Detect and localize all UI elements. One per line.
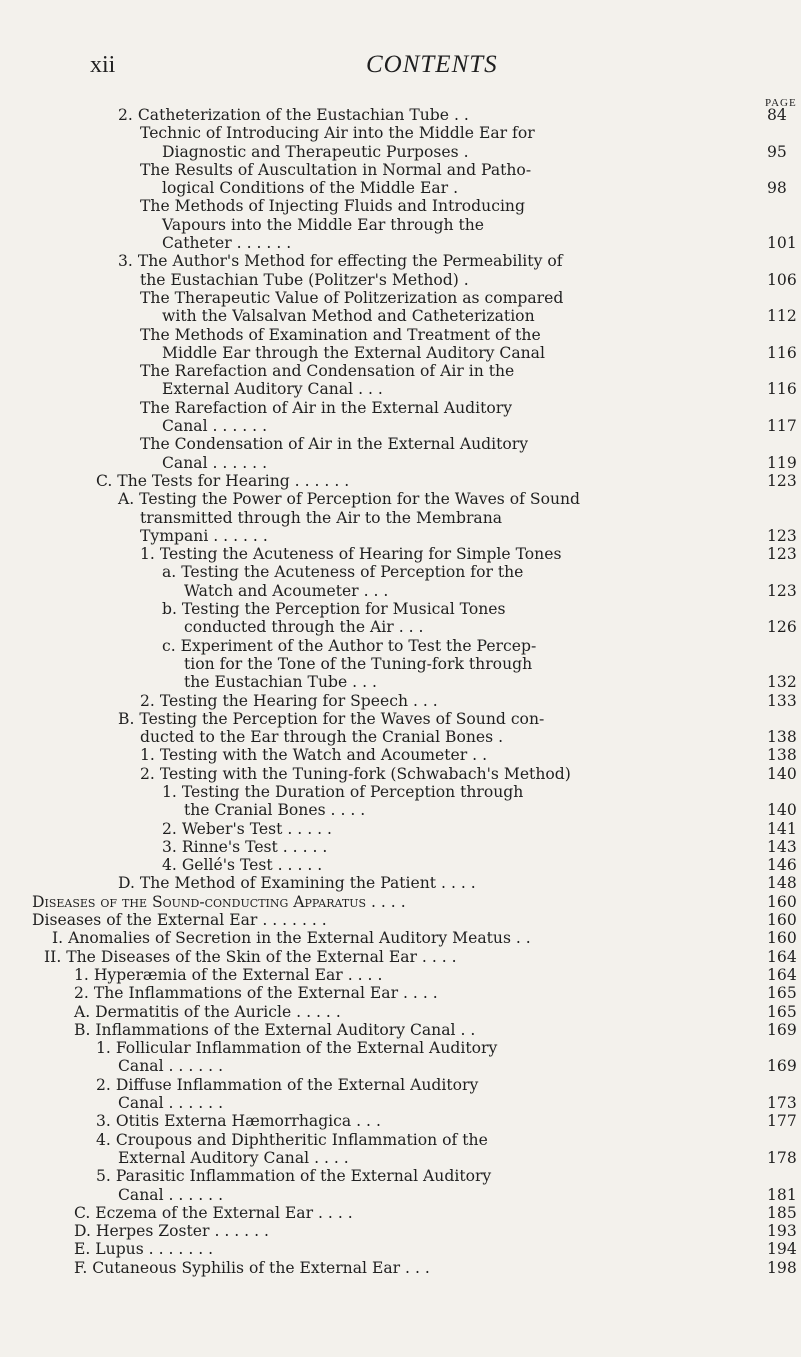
toc-entry-title: 1. Testing the Duration of Perception through	[162, 782, 524, 801]
toc-entry	[0, 710, 801, 728]
toc-entry	[0, 966, 801, 984]
toc-entry-title: 2. The Inflammations of the External Ear . . . .	[74, 984, 438, 1003]
toc-entry-title: A. Testing the Power of Perception for the Waves of Sound	[118, 490, 581, 509]
toc-entry	[0, 1112, 801, 1130]
toc-entry	[0, 161, 801, 179]
toc-entry-page: 146	[767, 856, 797, 875]
page-column-label: PAGE	[765, 97, 797, 109]
toc-entry	[0, 435, 801, 453]
toc-entry-page: 193	[767, 1222, 797, 1241]
toc-entry-page: 169	[767, 1020, 797, 1039]
toc-entry-page: 101	[767, 234, 797, 253]
toc-entry-page: 141	[767, 819, 797, 838]
toc-entry-title: E. Lupus . . . . . . .	[74, 1240, 214, 1259]
toc-entry-page: 181	[767, 1185, 797, 1204]
toc-entry-title: 4. Gellé's Test . . . . .	[162, 856, 323, 875]
toc-entry-page: 116	[767, 343, 797, 362]
toc-entry	[0, 673, 801, 691]
toc-entry	[0, 911, 801, 929]
toc-entry	[0, 618, 801, 636]
toc-entry-title: Canal . . . . . .	[162, 453, 268, 472]
toc-entry-page: 106	[767, 270, 797, 289]
toc-entry-title: a. Testing the Acuteness of Perception for the	[162, 563, 524, 582]
toc-entry-page: 165	[767, 1002, 797, 1021]
toc-entry-title: 3. Rinne's Test . . . . .	[162, 837, 328, 856]
toc-entry-title: 1. Hyperæmia of the External Ear . . . .	[74, 965, 383, 984]
toc-entry-title: 2. Catheterization of the Eustachian Tube . .	[118, 106, 469, 124]
toc-entry-page: 117	[767, 417, 797, 436]
toc-entry	[0, 472, 801, 490]
toc-entry	[0, 820, 801, 838]
toc-entry	[0, 1204, 801, 1222]
toc-entry-page: 194	[767, 1240, 797, 1259]
toc-entry-page: 173	[767, 1094, 797, 1113]
toc-entry	[0, 380, 801, 398]
toc-entry-title: Diagnostic and Therapeutic Purposes .	[162, 142, 469, 161]
page-title: CONTENTS	[366, 51, 498, 78]
toc-entry-title: B. Testing the Perception for the Waves of Sound con-	[118, 709, 545, 728]
toc-entry	[0, 582, 801, 600]
toc-entry	[0, 362, 801, 380]
toc-entry-title: A. Dermatitis of the Auricle . . . . .	[74, 1002, 341, 1021]
toc-entry	[0, 399, 801, 417]
toc-entry	[0, 563, 801, 581]
toc-entry-title: 4. Croupous and Diphtheritic Inflammation of the	[96, 1130, 488, 1149]
toc-entry-page: 138	[767, 728, 797, 747]
toc-entry-title: Canal . . . . . .	[118, 1057, 224, 1076]
toc-entry-title: Diseases of the External Ear . . . . . . .	[32, 911, 327, 930]
toc-entry	[0, 1003, 801, 1021]
toc-entry-page: 160	[767, 911, 797, 930]
toc-entry-title: b. Testing the Perception for Musical Tones	[162, 600, 506, 619]
toc-entry	[0, 728, 801, 746]
toc-entry	[0, 874, 801, 892]
toc-entry-title: 2. Testing the Hearing for Speech . . .	[140, 691, 438, 710]
toc-entry-title: D. The Method of Examining the Patient . . . .	[118, 874, 476, 893]
toc-entry-title: II. The Diseases of the Skin of the External Ear . . . .	[44, 947, 457, 966]
toc-entry-page: 160	[767, 892, 797, 911]
toc-entry-title: The Methods of Examination and Treatment of the	[140, 325, 541, 344]
toc-entry	[0, 801, 801, 819]
toc-entry-title: I. Anomalies of Secretion in the External Auditory Meatus . .	[52, 929, 531, 948]
toc-entry-page: 140	[767, 801, 797, 820]
toc-entry-title: The Results of Auscultation in Normal and Patho-	[140, 160, 532, 179]
toc-entry-page: 198	[767, 1258, 797, 1277]
table-of-contents	[0, 106, 801, 1277]
toc-entry	[0, 179, 801, 197]
toc-entry-page: 164	[767, 947, 797, 966]
toc-entry-page: 126	[767, 618, 797, 637]
toc-entry	[0, 655, 801, 673]
toc-entry	[0, 124, 801, 142]
toc-entry-title: with the Valsalvan Method and Catheterization	[162, 307, 535, 326]
toc-entry	[0, 509, 801, 527]
toc-entry-title: The Rarefaction and Condensation of Air in the	[140, 362, 515, 381]
toc-entry	[0, 1240, 801, 1258]
toc-entry	[0, 1094, 801, 1112]
toc-entry	[0, 490, 801, 508]
toc-entry-title: The Methods of Injecting Fluids and Introducing	[140, 197, 525, 216]
toc-entry	[0, 783, 801, 801]
toc-entry	[0, 271, 801, 289]
toc-entry-page: 123	[767, 526, 797, 545]
toc-entry-title: Diseases of the Sound-conducting Apparatus . . . .	[32, 892, 406, 911]
toc-entry	[0, 216, 801, 234]
toc-entry-page: 95	[767, 142, 787, 161]
toc-entry-page: 160	[767, 929, 797, 948]
toc-entry-title: B. Inflammations of the External Auditory Canal . .	[74, 1020, 476, 1039]
toc-entry	[0, 344, 801, 362]
toc-entry	[0, 1039, 801, 1057]
toc-entry-title: D. Herpes Zoster . . . . . .	[74, 1222, 269, 1241]
toc-entry-title: 1. Follicular Inflammation of the External Auditory	[96, 1039, 498, 1058]
toc-entry-title: External Auditory Canal . . . .	[118, 1148, 349, 1167]
toc-entry	[0, 527, 801, 545]
toc-entry-page: 112	[767, 307, 797, 326]
toc-entry	[0, 838, 801, 856]
toc-entry-title: F. Cutaneous Syphilis of the External Ear . . .	[74, 1258, 430, 1277]
toc-entry-title: The Therapeutic Value of Politzerization as compared	[140, 288, 564, 307]
toc-entry	[0, 234, 801, 252]
toc-entry	[0, 856, 801, 874]
toc-entry	[0, 1186, 801, 1204]
toc-entry-title: transmitted through the Air to the Membrana	[140, 508, 503, 527]
toc-entry-title: Vapours into the Middle Ear through the	[162, 215, 484, 234]
toc-entry	[0, 326, 801, 344]
toc-entry	[0, 1076, 801, 1094]
toc-entry-title: 2. Diffuse Inflammation of the External Auditory	[96, 1075, 479, 1094]
toc-entry-title: 5. Parasitic Inflammation of the External Auditory	[96, 1167, 492, 1186]
toc-entry	[0, 143, 801, 161]
toc-entry-title: ducted to the Ear through the Cranial Bones .	[140, 728, 504, 747]
toc-entry-title: 3. The Author's Method for effecting the Permeability of	[118, 252, 563, 271]
toc-entry-page: 164	[767, 965, 797, 984]
toc-entry	[0, 289, 801, 307]
toc-entry-page: 148	[767, 874, 797, 893]
toc-entry-title: 1. Testing with the Watch and Acoumeter . .	[140, 746, 488, 765]
toc-entry	[0, 1057, 801, 1075]
toc-entry	[0, 637, 801, 655]
toc-entry	[0, 454, 801, 472]
toc-entry	[0, 692, 801, 710]
toc-entry	[0, 106, 801, 124]
toc-entry	[0, 1259, 801, 1277]
toc-entry-page: 178	[767, 1148, 797, 1167]
toc-entry	[0, 1021, 801, 1039]
toc-entry	[0, 1131, 801, 1149]
page-number: xii	[90, 52, 116, 78]
toc-entry-page: 138	[767, 746, 797, 765]
toc-entry-page: 132	[767, 673, 797, 692]
toc-entry	[0, 252, 801, 270]
toc-entry	[0, 1167, 801, 1185]
toc-entry-title: Watch and Acoumeter . . .	[184, 581, 389, 600]
toc-entry-title: 2. Testing with the Tuning-fork (Schwabach's Method)	[140, 764, 571, 783]
toc-entry-title: conducted through the Air . . .	[184, 618, 424, 637]
toc-entry-page: 119	[767, 453, 797, 472]
toc-entry-title: tion for the Tone of the Tuning-fork through	[184, 654, 533, 673]
toc-entry-title: C. The Tests for Hearing . . . . . .	[96, 471, 350, 490]
toc-entry-page: 116	[767, 380, 797, 399]
toc-entry-title: 3. Otitis Externa Hæmorrhagica . . .	[96, 1112, 381, 1131]
toc-entry-page: 84	[767, 106, 787, 124]
toc-entry	[0, 948, 801, 966]
toc-entry-page: 98	[767, 179, 787, 198]
toc-entry-title: the Cranial Bones . . . .	[184, 801, 366, 820]
toc-entry-title: The Rarefaction of Air in the External Auditory	[140, 398, 513, 417]
toc-entry-title: 2. Weber's Test . . . . .	[162, 819, 332, 838]
toc-entry	[0, 307, 801, 325]
toc-entry-title: Catheter . . . . . .	[162, 234, 292, 253]
toc-entry-page: 177	[767, 1112, 797, 1131]
toc-entry-page: 165	[767, 984, 797, 1003]
toc-entry-title: Technic of Introducing Air into the Middle Ear for	[140, 124, 535, 143]
toc-entry-page: 143	[767, 837, 797, 856]
toc-entry-page: 133	[767, 691, 797, 710]
toc-entry-title: c. Experiment of the Author to Test the Percep-	[162, 636, 537, 655]
toc-entry-title: the Eustachian Tube . . .	[184, 673, 377, 692]
toc-entry	[0, 893, 801, 911]
toc-entry	[0, 929, 801, 947]
toc-entry	[0, 417, 801, 435]
toc-entry-title: Canal . . . . . .	[118, 1094, 224, 1113]
toc-entry	[0, 1149, 801, 1167]
toc-entry-title: the Eustachian Tube (Politzer's Method) .	[140, 270, 469, 289]
toc-entry-title: The Condensation of Air in the External Auditory	[140, 435, 529, 454]
toc-entry-title: Tympani . . . . . .	[140, 526, 268, 545]
toc-entry-title: C. Eczema of the External Ear . . . .	[74, 1203, 353, 1222]
toc-entry-page: 140	[767, 764, 797, 783]
toc-entry	[0, 746, 801, 764]
toc-entry	[0, 984, 801, 1002]
toc-entry-title: 1. Testing the Acuteness of Hearing for Simple Tones	[140, 545, 562, 564]
toc-entry	[0, 197, 801, 215]
toc-entry	[0, 765, 801, 783]
toc-entry-page: 123	[767, 581, 797, 600]
toc-entry-title: Middle Ear through the External Auditory Canal	[162, 343, 545, 362]
toc-entry-title: Canal . . . . . .	[162, 417, 268, 436]
toc-entry-page: 185	[767, 1203, 797, 1222]
toc-entry	[0, 1222, 801, 1240]
toc-entry-page: 169	[767, 1057, 797, 1076]
toc-entry-title: Canal . . . . . .	[118, 1185, 224, 1204]
toc-entry-page: 123	[767, 471, 797, 490]
toc-entry	[0, 600, 801, 618]
toc-entry-title: External Auditory Canal . . .	[162, 380, 383, 399]
toc-entry	[0, 545, 801, 563]
toc-entry-title: logical Conditions of the Middle Ear .	[162, 179, 459, 198]
toc-entry-page: 123	[767, 545, 797, 564]
